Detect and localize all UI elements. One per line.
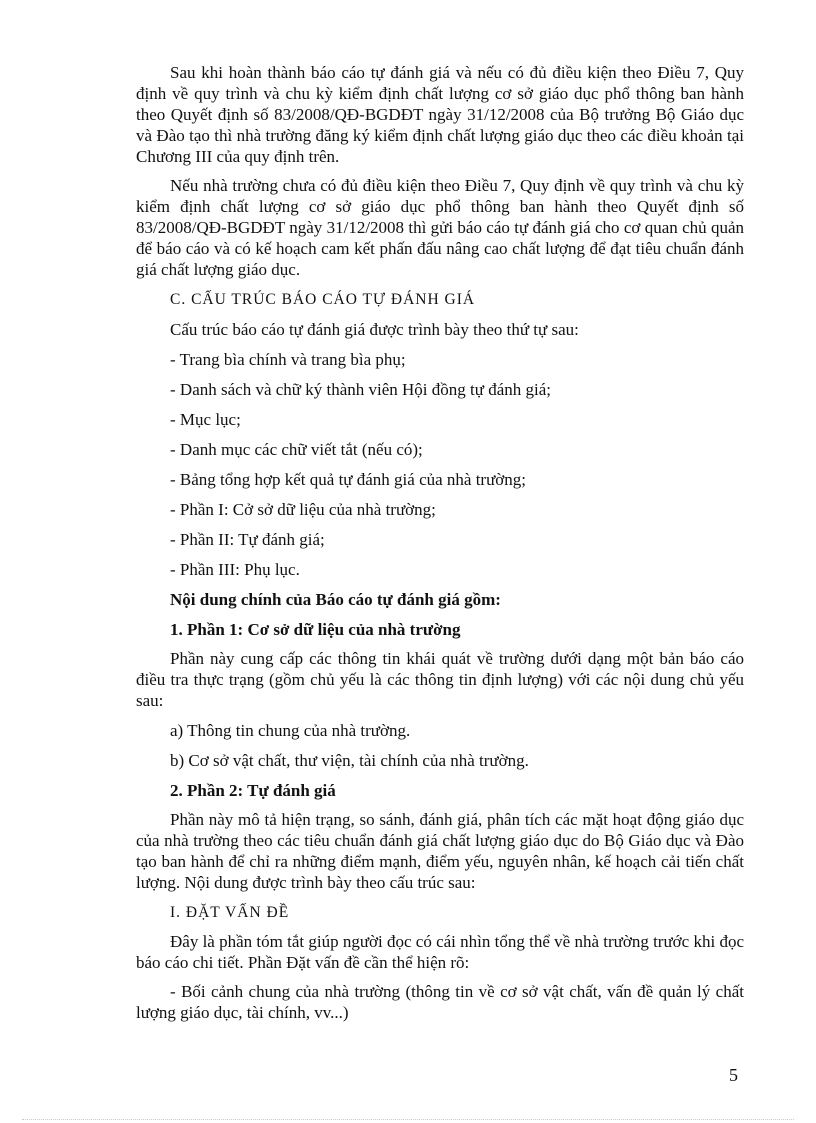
part1-body: Phần này cung cấp các thông tin khái quát về trường dưới dạng một bản báo cáo điều tra thực trạng (gồm chủ yếu là các thông tin định lượng) với các nội dung chủ yếu sau: — [136, 649, 744, 710]
part1-heading: 1. Phần 1: Cơ sở dữ liệu của nhà trường — [170, 620, 461, 639]
section-i-body: Đây là phần tóm tắt giúp người đọc có cái nhìn tổng thể về nhà trường trước khi đọc báo cáo chi tiết. Phần Đặt vấn đề cần thể hiện rõ: — [136, 932, 744, 972]
structure-intro: Cấu trúc báo cáo tự đánh giá được trình bày theo thứ tự sau: — [170, 320, 579, 339]
page-number: 5 — [729, 1065, 738, 1085]
part2-body: Phần này mô tả hiện trạng, so sánh, đánh giá, phân tích các mặt hoạt động giáo dục của nhà trường theo các tiêu chuẩn đánh giá chất lượng giáo dục do Bộ Giáo dục và Đào tạo ban hành để chỉ ra những điểm mạnh, điểm yếu, nguyên nhân, kế hoạch cải tiến chất lượng. Nội dung được trình bày theo cấu trúc sau: — [136, 810, 744, 892]
structure-item: - Phần I: Cở sở dữ liệu của nhà trường; — [170, 500, 436, 519]
paragraph-not-eligible: Nếu nhà trường chưa có đủ điều kiện theo Điều 7, Quy định về quy trình và chu kỳ kiểm định chất lượng cơ sở giáo dục phổ thông ban hành theo Quyết định số 83/2008/QĐ-BGDĐT ngày 31/12/2008 thì gửi báo cáo tự đánh giá cho cơ quan chủ quản để báo cáo và có kế hoạch cam kết phấn đấu nâng cao chất lượng để đạt tiêu chuẩn đánh giá chất lượng giáo dục. — [136, 176, 744, 279]
structure-item: - Bảng tổng hợp kết quả tự đánh giá của nhà trường; — [170, 470, 527, 489]
main-content-heading: Nội dung chính của Báo cáo tự đánh giá gồm: — [170, 590, 501, 609]
part2-heading: 2. Phần 2: Tự đánh giá — [170, 781, 336, 800]
paragraph-registration: Sau khi hoàn thành báo cáo tự đánh giá và nếu có đủ điều kiện theo Điều 7, Quy định về quy trình và chu kỳ kiểm định chất lượng cơ sở giáo dục phổ thông ban hành theo Quyết định số 83/2008/QĐ-BGDĐT ngày 31/12/2008 của Bộ trưởng Bộ Giáo dục và Đào tạo thì nhà trường đăng ký kiểm định chất lượng giáo dục theo các điều khoản tại Chương III của quy định trên. — [136, 63, 744, 166]
structure-item: - Trang bìa chính và trang bìa phụ; — [170, 350, 406, 369]
structure-item: - Phần III: Phụ lục. — [170, 560, 300, 579]
section-i-bullet: - Bối cảnh chung của nhà trường (thông tin về cơ sở vật chất, vấn đề quản lý chất lượng giáo dục, tài chính, vv...) — [136, 982, 744, 1022]
part1-item-a: a) Thông tin chung của nhà trường. — [170, 721, 411, 740]
part1-item-b: b) Cơ sở vật chất, thư viện, tài chính của nhà trường. — [170, 751, 529, 770]
bottom-dotted-rule — [22, 1119, 794, 1120]
structure-item: - Danh sách và chữ ký thành viên Hội đồng tự đánh giá; — [170, 380, 552, 399]
section-i-heading: I. ĐẶT VẤN ĐỀ — [170, 904, 290, 921]
structure-item: - Mục lục; — [170, 410, 241, 429]
page-body — [136, 62, 744, 1023]
structure-item: - Phần II: Tự đánh giá; — [170, 530, 325, 549]
structure-item: - Danh mục các chữ viết tắt (nếu có); — [170, 440, 423, 459]
section-c-heading: C. CẤU TRÚC BÁO CÁO TỰ ĐÁNH GIÁ — [170, 291, 476, 308]
